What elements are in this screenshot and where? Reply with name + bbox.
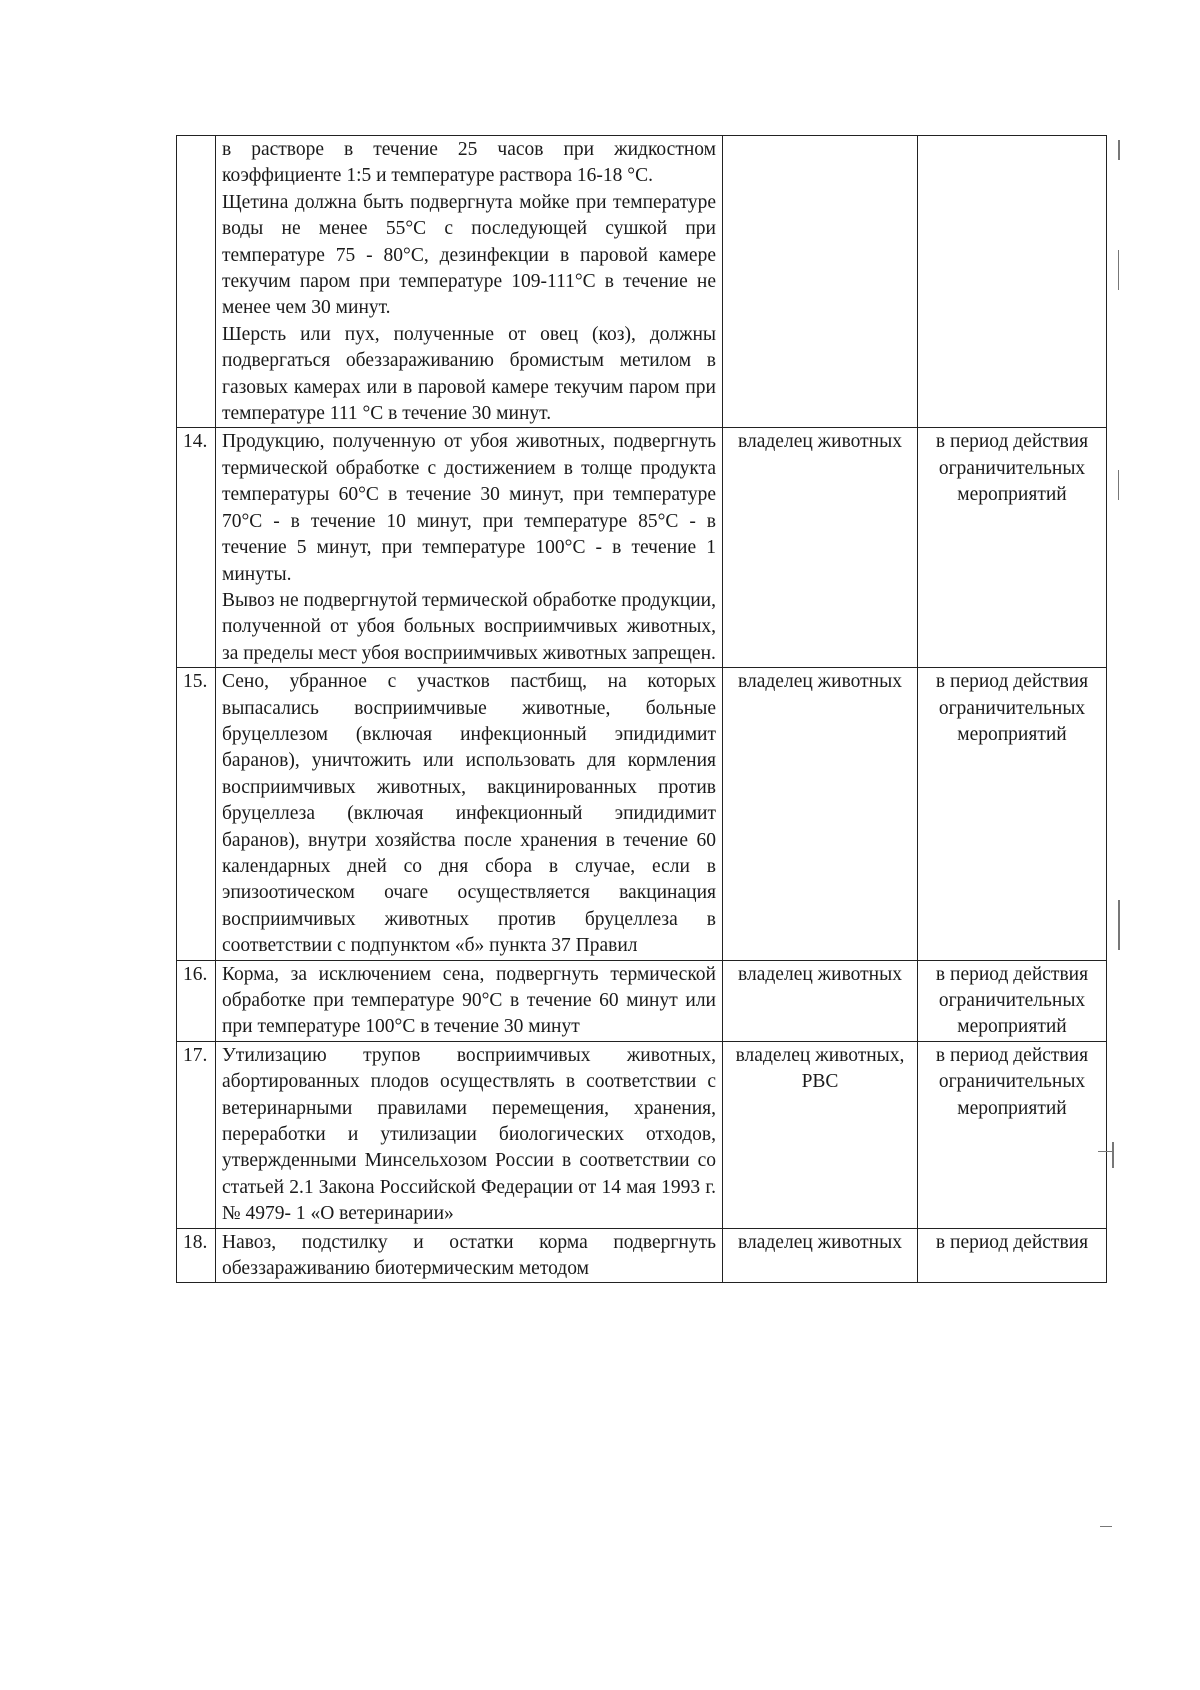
scan-artifact [1098,1151,1114,1152]
scan-artifact [1118,900,1120,950]
execution-period: в период действия ограничительных мероприятий [918,428,1107,668]
row-number: 18. [177,1228,216,1283]
table-row [177,668,1107,960]
measure-content [216,428,723,668]
responsible-party: владелец животных [723,428,918,668]
row-number: 15. [177,668,216,960]
measure-content [216,960,723,1041]
measure-content [216,668,723,960]
execution-period: в период действия ограничительных мероприятий [918,668,1107,960]
scan-artifact [1118,470,1119,500]
table-row [177,136,1107,428]
table-row [177,1228,1107,1283]
measure-content [216,1041,723,1228]
measure-content [216,136,723,428]
execution-period: в период действия ограничительных мероприятий [918,960,1107,1041]
row-number [177,136,216,428]
scan-artifact [1118,250,1119,290]
table-body [177,136,1107,1283]
measure-paragraph: Корма, за исключением сена, подвергнуть термической обработке при температуре 90°С в течение 60 минут или при температуре 100°С в течение 30 минут [222,963,716,1038]
measure-paragraph: Утилизацию трупов восприимчивых животных, абортированных плодов осуществлять в соответствии с ветеринарными правилами перемещения, хранения, переработки и утилизации биологических отходов, утвержденными Минсельхозом России в соответствии со статьей 2.1 Закона Российской Федерации от 14 мая 1993 г. № 4979- 1 «О ветеринарии» [222,1044,716,1225]
measure-paragraph: Шерсть или пух, полученные от овец (коз), должны подвергаться обеззараживанию бромистым метилом в газовых камерах или в паровой камере текучим паром при температуре 111 °С в течение 30 минут. [222,323,716,425]
responsible-party [723,136,918,428]
execution-period: в период действия ограничительных мероприятий [918,1041,1107,1228]
execution-period: в период действия [918,1228,1107,1283]
row-number: 16. [177,960,216,1041]
measure-paragraph: Навоз, подстилку и остатки корма подвергнуть обеззараживанию биотермическим методом [222,1231,716,1280]
responsible-party: владелец животных [723,960,918,1041]
scan-artifact [1100,1526,1112,1527]
execution-period [918,136,1107,428]
row-number: 17. [177,1041,216,1228]
measures-table [176,135,1107,1283]
measure-paragraph: Вывоз не подвергнутой термической обработке продукции, полученной от убоя больных восприимчивых животных, за пределы мест убоя восприимчивых животных запрещен. [222,589,716,664]
table-row [177,428,1107,668]
scan-artifact [1112,1142,1114,1168]
measure-paragraph: Продукцию, полученную от убоя животных, подвергнуть термической обработке с достижением в толще продукта температуры 60°С в течение 30 минут, при температуре 70°С - в течение 10 минут, при температуре 85°С - в течение 5 минут, при температуре 100°С - в течение 1 минуты. [222,431,716,585]
row-number: 14. [177,428,216,668]
scan-artifact [1118,140,1120,160]
measure-paragraph: в растворе в течение 25 часов при жидкостном коэффициенте 1:5 и температуре раствора 16-18 °С. [222,139,716,187]
responsible-party: владелец животных [723,668,918,960]
table-row [177,960,1107,1041]
measure-paragraph: Щетина должна быть подвергнута мойке при температуре воды не менее 55°С с последующей сушкой при температуре 75 - 80°С, дезинфекции в паровой камере текучим паром при температуре 109-111°С в течение не менее чем 30 минут. [222,191,716,319]
responsible-party: владелец животных, РВС [723,1041,918,1228]
measure-content [216,1228,723,1283]
measure-paragraph: Сено, убранное с участков пастбищ, на которых выпасались восприимчивые животные, больные бруцеллезом (включая инфекционный эпидидимит баранов), уничтожить или использовать для кормления восприимчивых животных, вакцинированных против бруцеллеза (включая инфекционный эпидидимит баранов), внутри хозяйства после хранения в течение 60 календарных дней со дня сбора в случае, если в эпизоотическом очаге осуществляется вакцинация восприимчивых животных против бруцеллеза в соответствии с подпунктом «б» пункта 37 Правил [222,671,716,957]
responsible-party: владелец животных [723,1228,918,1283]
table-row [177,1041,1107,1228]
